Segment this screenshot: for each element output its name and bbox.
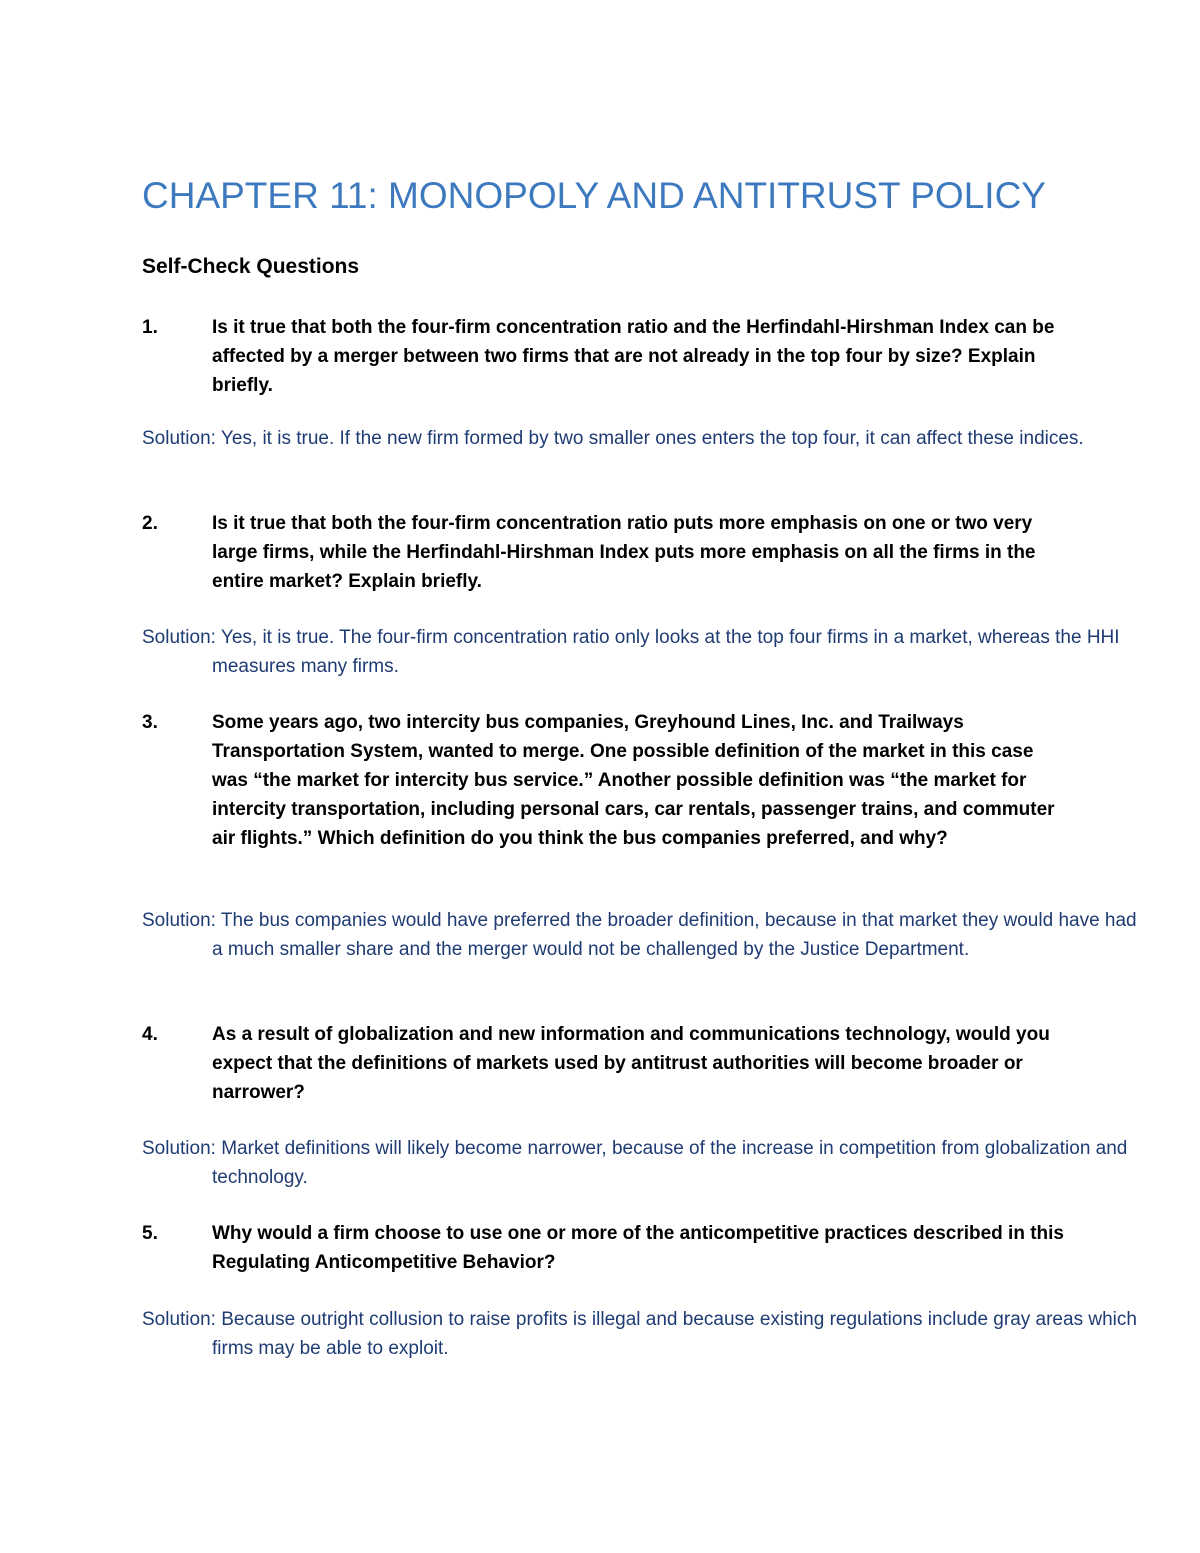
solution-text (142, 906, 1142, 964)
question-number: 2. (142, 513, 158, 534)
solution-body: Yes, it is true. The four-firm concentration ratio only looks at the top four firms in a market, whereas the HHI measures many firms. (212, 627, 1120, 677)
question-number: 3. (142, 712, 158, 733)
solution-label: Solution: (142, 1138, 216, 1159)
question-text: Why would a firm choose to use one or more of the anticompetitive practices described in this Regulating Anticompetitive Behavior? (212, 1223, 1064, 1273)
question-number: 1. (142, 317, 158, 338)
solution-label: Solution: (142, 428, 216, 449)
solution-label: Solution: (142, 910, 216, 931)
question-text: Is it true that both the four-firm concentration ratio and the Herfindahl-Hirshman Index can be affected by a merger between two firms that are not already in the top four by size? Explain briefly. (212, 317, 1055, 396)
solution-body: Because outright collusion to raise profits is illegal and because existing regulations include gray areas which firms may be able to exploit. (212, 1309, 1137, 1359)
solution-body: The bus companies would have preferred the broader definition, because in that market they would have had a much smaller share and the merger would not be challenged by the Justice Department. (212, 910, 1137, 960)
solution-text (142, 623, 1142, 681)
solution-label: Solution: (142, 627, 216, 648)
question-text: As a result of globalization and new information and communications technology, would you expect that the definitions of markets used by antitrust authorities will become broader or narrower? (212, 1024, 1050, 1103)
question-number: 4. (142, 1024, 158, 1045)
solution-body: Market definitions will likely become narrower, because of the increase in competition from globalization and technology. (212, 1138, 1128, 1188)
question-text: Is it true that both the four-firm concentration ratio puts more emphasis on one or two very large firms, while the Herfindahl-Hirshman Index puts more emphasis on all the firms in the entire market? Explain briefly. (212, 513, 1036, 592)
solution-text (142, 1305, 1142, 1363)
solution-body: Yes, it is true. If the new firm formed by two smaller ones enters the top four, it can affect these indices. (220, 428, 1084, 449)
solution-label: Solution: (142, 1309, 216, 1330)
question-text: Some years ago, two intercity bus companies, Greyhound Lines, Inc. and Trailways Transportation System, wanted to merge. One possible definition of the market in this case was “the market for intercity bus service.” Another possible definition was “the market for intercity transportation, including personal cars, car rentals, passenger trains, and commuter air flights.” Which definition do you think the bus companies preferred, and why? (212, 712, 1055, 849)
solution-text (142, 1134, 1142, 1192)
chapter-title: CHAPTER 11: MONOPOLY AND ANTITRUST POLICY (142, 175, 1046, 216)
solution-text (142, 424, 1142, 453)
question-number: 5. (142, 1223, 158, 1244)
section-heading: Self-Check Questions (142, 255, 360, 278)
